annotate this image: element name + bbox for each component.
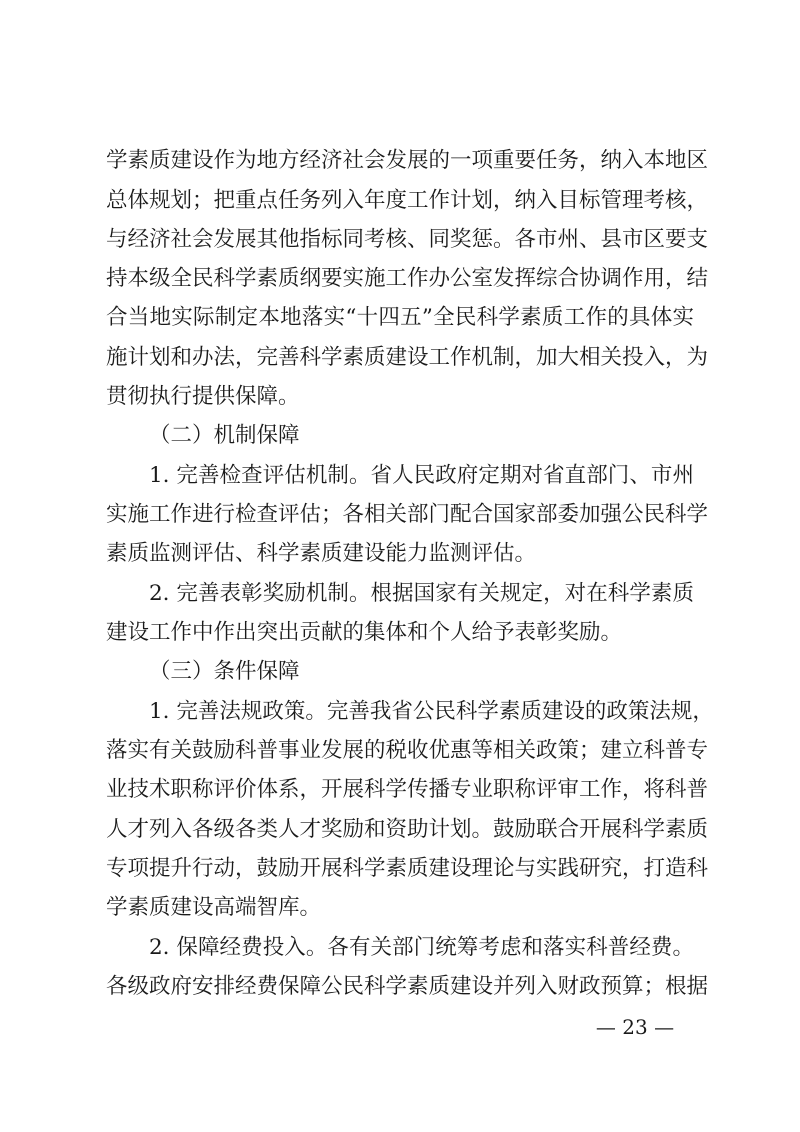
body-text-line: 施计划和办法，完善科学素质建设工作机制，加大相关投入，为 [106, 345, 709, 370]
page-number: — 23 — [595, 1015, 675, 1039]
body-text-line: 与经济社会发展其他指标同考核、同奖惩。各市州、县市区要支 [106, 227, 709, 252]
body-text-line: 建设工作中作出突出贡献的集体和个人给予表彰奖励。 [106, 620, 623, 645]
body-text-line: 各级政府安排经费保障公民科学素质建设并列入财政预算；根据 [106, 974, 709, 999]
body-text-line: 持本级全民科学素质纲要实施工作办公室发挥综合协调作用，结 [106, 266, 709, 291]
body-text-line: 1. 完善检查评估机制。省人民政府定期对省直部门、市州 [149, 463, 694, 488]
body-text-line: 学素质建设作为地方经济社会发展的一项重要任务，纳入本地区 [106, 148, 709, 173]
body-text-line: 2. 完善表彰奖励机制。根据国家有关规定，对在科学素质 [149, 581, 694, 606]
body-text-line: 2. 保障经费投入。各有关部门统筹考虑和落实科普经费。 [149, 935, 694, 960]
body-text-line: 总体规划；把重点任务列入年度工作计划，纳入目标管理考核， [106, 188, 709, 213]
body-text-line: 素质监测评估、科学素质建设能力监测评估。 [106, 541, 537, 566]
body-text-line: 专项提升行动，鼓励开展科学素质建设理论与实践研究，打造科 [106, 856, 709, 881]
body-text-line: 落实有关鼓励科普事业发展的税收优惠等相关政策；建立科普专 [106, 738, 709, 763]
body-text-line: 合当地实际制定本地落实“十四五”全民科学素质工作的具体实 [106, 305, 694, 330]
body-text-line: 人才列入各级各类人才奖励和资助计划。鼓励联合开展科学素质 [106, 817, 709, 842]
body-text-line: 业技术职称评价体系，开展科学传播专业职称评审工作，将科普 [106, 777, 709, 802]
body-text-line: 贯彻执行提供保障。 [106, 384, 300, 409]
body-text-line: 学素质建设高端智库。 [106, 895, 322, 920]
section-heading: （二）机制保障 [149, 423, 300, 448]
body-text-line: 1. 完善法规政策。完善我省公民科学素质建设的政策法规， [149, 699, 714, 724]
body-text-line: 实施工作进行检查评估；各相关部门配合国家部委加强公民科学 [106, 502, 709, 527]
section-heading: （三）条件保障 [149, 659, 300, 684]
